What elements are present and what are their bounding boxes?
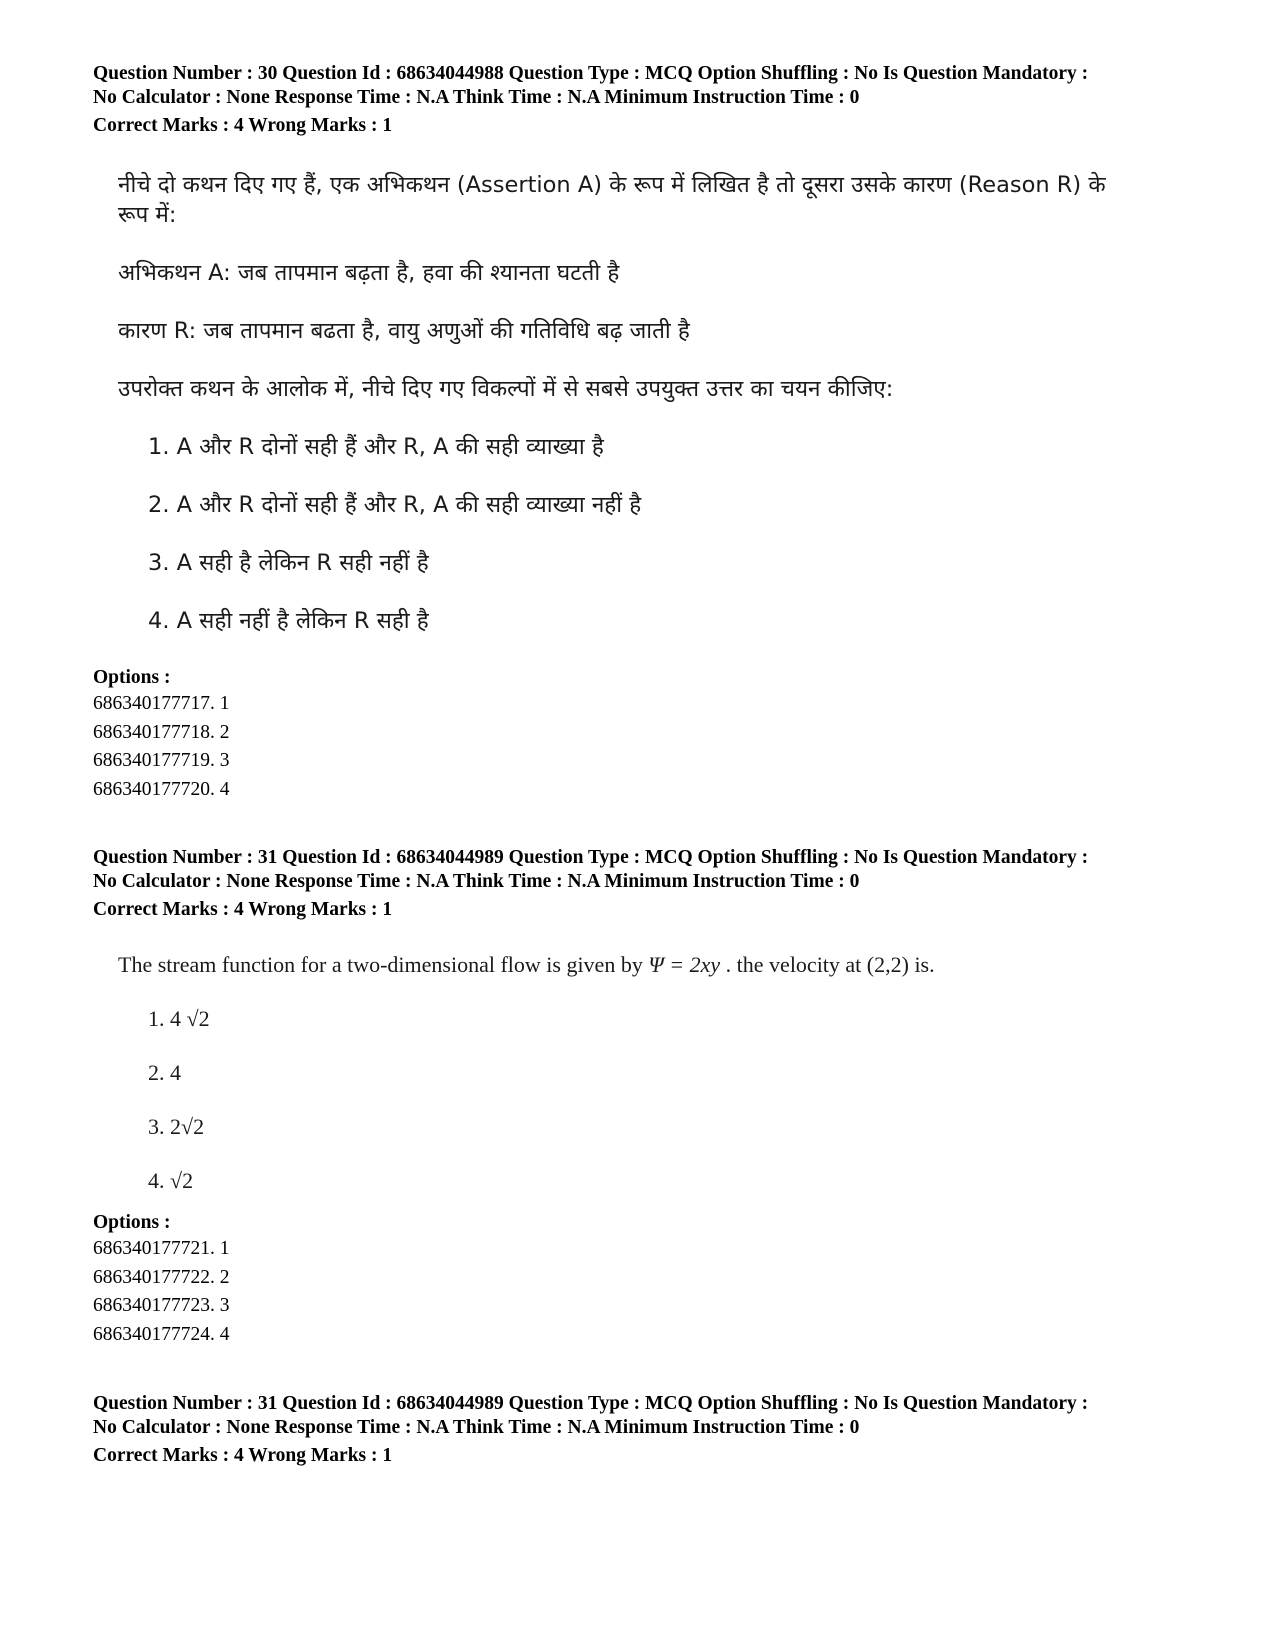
- question-meta-line-1: Question Number : 30 Question Id : 68634044988 Question Type : MCQ Option Shuffling : No Is Question Mandatory :: [93, 63, 1089, 84]
- answer-choice-1: 1. A और R दोनों सही हैं और R, A की सही व्याख्या है: [148, 434, 604, 460]
- options-header: Options :: [93, 1212, 171, 1233]
- option-item: 686340177720. 4: [93, 778, 230, 800]
- assertion-statement: अभिकथन A: जब तापमान बढ़ता है, हवा की श्यानता घटती है: [118, 260, 620, 286]
- question-meta-line-2: No Calculator : None Response Time : N.A Think Time : N.A Minimum Instruction Time : 0: [93, 87, 860, 108]
- question-31-repeat-header: [93, 1392, 1193, 1468]
- question-31-header: [93, 846, 1193, 922]
- question-30-header: [93, 62, 1193, 138]
- question-marks: Correct Marks : 4 Wrong Marks : 1: [93, 1445, 393, 1466]
- stem-prefix: The stream function for a two-dimensional flow is given by: [118, 952, 649, 977]
- question-31-body: [118, 951, 1158, 1195]
- options-header: Options :: [93, 667, 171, 688]
- question-meta-line-1: Question Number : 31 Question Id : 68634044989 Question Type : MCQ Option Shuffling : No Is Question Mandatory :: [93, 847, 1089, 868]
- answer-choice-3: 3. A सही है लेकिन R सही नहीं है: [148, 550, 429, 576]
- answer-choice-2: 2. A और R दोनों सही हैं और R, A की सही व्याख्या नहीं है: [148, 492, 642, 518]
- question-30-body: [118, 170, 1158, 636]
- question-30-options: [93, 666, 1193, 804]
- answer-choice-1: 1. 4 √2: [148, 1006, 210, 1031]
- stem-suffix: . the velocity at (2,2) is.: [720, 952, 935, 977]
- question-instruction: उपरोक्त कथन के आलोक में, नीचे दिए गए विकल्पों में से सबसे उपयुक्त उत्तर का चयन कीजिए:: [118, 376, 894, 402]
- answer-choice-4: 4. √2: [148, 1168, 194, 1193]
- option-item: 686340177719. 3: [93, 750, 230, 771]
- question-meta-line-2: No Calculator : None Response Time : N.A Think Time : N.A Minimum Instruction Time : 0: [93, 1417, 860, 1438]
- question-meta-line-1: Question Number : 31 Question Id : 68634044989 Question Type : MCQ Option Shuffling : No Is Question Mandatory :: [93, 1393, 1089, 1414]
- question-marks: Correct Marks : 4 Wrong Marks : 1: [93, 899, 393, 920]
- option-item: 686340177723. 3: [93, 1295, 230, 1316]
- option-item: 686340177717. 1: [93, 693, 230, 714]
- question-stem-line-2: रूप में:: [118, 202, 177, 228]
- option-item: 686340177721. 1: [93, 1238, 230, 1259]
- answer-choice-2: 2. 4: [148, 1060, 181, 1085]
- stream-function-formula: Ψ = 2xy: [648, 952, 721, 977]
- option-item: 686340177722. 2: [93, 1266, 230, 1288]
- reason-statement: कारण R: जब तापमान बढता है, वायु अणुओं की गतिविधि बढ़ जाती है: [118, 318, 690, 344]
- question-31-options: [93, 1211, 1193, 1349]
- option-item: 686340177724. 4: [93, 1323, 230, 1345]
- option-item: 686340177718. 2: [93, 721, 230, 743]
- question-marks: Correct Marks : 4 Wrong Marks : 1: [93, 115, 393, 136]
- answer-choice-4: 4. A सही नहीं है लेकिन R सही है: [148, 608, 429, 634]
- answer-choice-3: 3. 2√2: [148, 1114, 205, 1139]
- question-meta-line-2: No Calculator : None Response Time : N.A Think Time : N.A Minimum Instruction Time : 0: [93, 871, 860, 892]
- question-stem-line-1: नीचे दो कथन दिए गए हैं, एक अभिकथन (Assertion A) के रूप में लिखित है तो दूसरा उसके कारण (Reason R) के: [118, 172, 1106, 198]
- question-stem: [118, 951, 1158, 979]
